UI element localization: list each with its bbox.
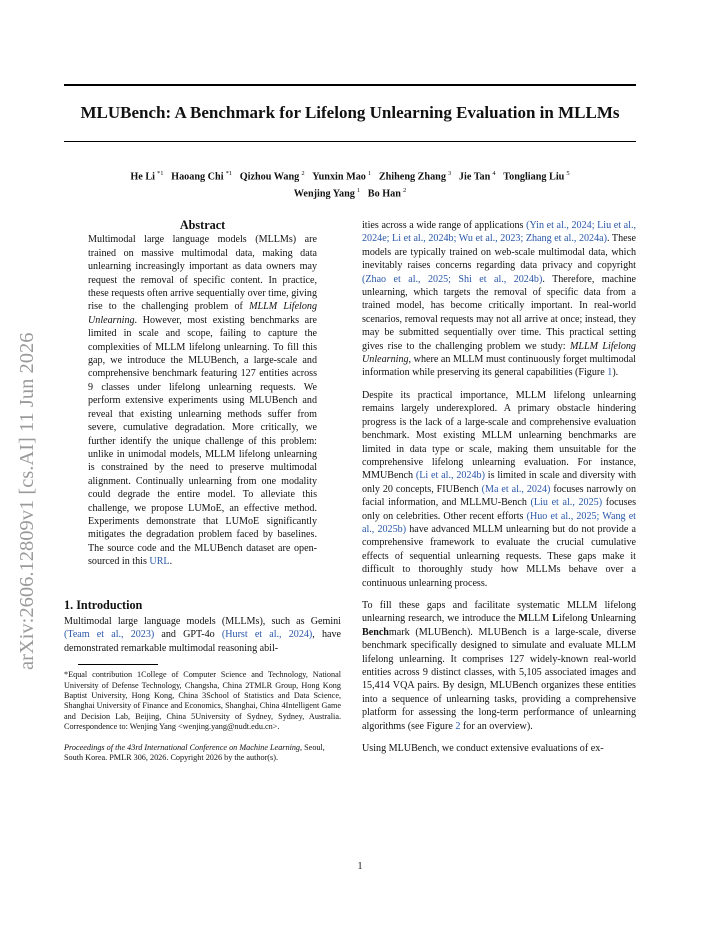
body-text: nlearning bbox=[597, 613, 636, 625]
body-text: . Therefore, machine unlearning, which targets the removal of specific data from a trained model, has become critically important. In real-world scenarios, removal requests may not all arrive at once; instead, they may be submitted sequentially over time. This practical setting gives rise to the challenging problem we study: bbox=[362, 273, 636, 352]
body-text: for an overview). bbox=[460, 720, 533, 732]
body-text: focuses narrowly on facial information, and MLLMU-Bench bbox=[362, 483, 636, 509]
author-affiliation-mark: 2 bbox=[402, 186, 407, 194]
citation-link[interactable]: (Ma et al., 2024) bbox=[481, 483, 551, 495]
author-name: Jie Tan bbox=[458, 171, 491, 183]
title-top-rule bbox=[64, 84, 636, 86]
left-column bbox=[64, 219, 341, 763]
author-line-1 bbox=[64, 167, 636, 184]
emphasized-text: MLLM Lifelong Unlearning bbox=[362, 340, 636, 366]
footnote-rule bbox=[78, 664, 158, 665]
citation-link[interactable]: (Hurst et al., 2024) bbox=[221, 629, 313, 641]
title-bottom-rule bbox=[64, 141, 636, 142]
body-text: mark (MLUBench). MLUBench is a large-scale, diverse benchmark specifically designed to simulate and evaluate MLLM lifelong unlearning. It comprises 127 widely-known real-world entities across 9 distinct classes, with 5,105 associated images and 15,414 VQA pairs. By design, MLUBench organizes these entities into a sequence of unlearning tasks, providing a comprehensive platform for assessing the long-term performance of unlearning algorithms (see Figure bbox=[362, 626, 636, 732]
affiliation-footnote: *Equal contribution 1College of Computer Science and Technology, National University of Defense Technology, Changsha, China 2TMLR Group, Hong Kong Baptist University, Hong Kong, China 3School of Statistics and Data Science, Shanghai University of Finance and Economics, Shanghai, China 4Intelligent Game and Decision Lab, Beijing, China 5University of Sydney, Sydney, Australia. Correspondence to: Wenjing Yang <wenjing.yang@nudt.edu.cn>. bbox=[64, 670, 341, 732]
body-paragraph bbox=[362, 742, 636, 755]
body-paragraph bbox=[362, 389, 636, 590]
body-paragraph bbox=[362, 219, 636, 380]
body-text: is limited in scale and diversity with only 20 concepts, FIUBench bbox=[362, 470, 636, 495]
body-text: To fill these gaps and facilitate systematic MLLM lifelong unlearning research, we introduce the bbox=[362, 599, 636, 625]
author-name: Tongliang Liu bbox=[503, 171, 565, 183]
body-text: have advanced MLLM unlearning but do not provide a comprehensive framework to evaluate the crucial cumulative effects of sequential unlearning requests. These gaps make it difficult to thoroughly study how MLLMs behave over a continuous unlearning process. bbox=[362, 523, 636, 589]
author-affiliation-mark: 2 bbox=[301, 170, 305, 177]
citation-link[interactable]: (Yin et al., 2024; Liu et al., 2024e; Li et al., 2024b; Wu et al., 2023; Zhang et al., 2024a) bbox=[362, 220, 636, 245]
citation-link[interactable]: (Team et al., 2023) bbox=[64, 629, 155, 641]
section-heading-introduction: 1. Introduction bbox=[64, 597, 143, 612]
author-name: Qizhou Wang bbox=[239, 171, 300, 183]
author-affiliation-mark: 5 bbox=[566, 170, 570, 177]
author-name: Zhiheng Zhang bbox=[378, 171, 446, 183]
body-text: Despite its practical importance, MLLM lifelong unlearning remains largely underexplored. A primary obstacle hindering progress is the lack of a large-scale and comprehensive evaluation benchmark. Most existing MLLM unlearning benchmarks are limited in data type or scale, making them unsuitable for the comprehensive lifelong unlearning evaluation. For instance, MMUBench bbox=[362, 389, 636, 482]
author-affiliation-mark: 1 bbox=[356, 186, 361, 194]
author-name: Bo Han bbox=[367, 188, 401, 200]
source-code-link[interactable]: URL bbox=[149, 556, 170, 568]
citation-link[interactable]: (Huo et al., 2025; Wang et al., 2025b) bbox=[362, 510, 636, 535]
bold-text: U bbox=[590, 613, 598, 625]
bold-text: M bbox=[518, 613, 528, 625]
author-affiliation-mark: 1 bbox=[367, 170, 372, 177]
citation-link[interactable]: (Liu et al., 2025) bbox=[530, 497, 603, 509]
body-text: ities across a wide range of applications bbox=[362, 220, 527, 231]
author-affiliation-mark: *1 bbox=[157, 170, 164, 177]
body-text: focuses only on celebrities. Other recent efforts bbox=[362, 497, 636, 522]
body-text: . These models are typically trained on web-scale multimodal data, which inevitably raises concerns regarding data privacy and copyright bbox=[362, 233, 636, 272]
author-list bbox=[64, 167, 636, 201]
abstract-body: Multimodal large language models (MLLMs) are trained on massive multimodal data, making data unlearning increasingly important as data owners may request the removal of specific content. In practice, these requests often arrive sequentially over time, giving rise to the challenging problem of MLLM Lifelong Unlearning. However, most existing benchmarks are limited in scale and scope, failing to capture the complexities of MLLM lifelong unlearning. To fill this gap, we introduce the MLUBench, a large-scale and comprehensive benchmark featuring 127 entities across 9 classes under lifelong unlearning requests. We perform extensive experiments using MLUBench and reveal that existing unlearning methods suffer from severe, cumulative degradation. More critically, we further identify the unique challenge of this problem: unlike in unimodal models, MLLM lifelong unlearning is constrained by the need to preserve multimodal alignment. Continually unlearning from one modality could degrade the entire model. To alleviate this challenge, we propose LUMoE, an effective method. Experiments demonstrate that LUMoE significantly mitigates the degradation problem faced by baselines. The source code and the MLUBench dataset are open-sourced in this URL. bbox=[88, 234, 318, 568]
author-affiliation-mark: 4 bbox=[492, 170, 496, 177]
body-text: LLM bbox=[527, 613, 553, 625]
arxiv-identifier-stamp: arXiv:2606.12809v1 [cs.AI] 11 Jun 2026 bbox=[16, 332, 38, 670]
citation-link[interactable]: (Li et al., 2024b) bbox=[415, 470, 485, 482]
right-column bbox=[362, 219, 636, 764]
page-number: 1 bbox=[357, 861, 363, 872]
abstract-heading: Abstract bbox=[179, 218, 226, 232]
proceedings-note: Proceedings of the 43rd International Conference on Machine Learning, Seoul, South Korea. PMLR 306, 2026. Copyright 2026 by the author(s). bbox=[64, 742, 325, 763]
author-name: He Li bbox=[130, 171, 155, 183]
paper-title: MLUBench: A Benchmark for Lifelong Unlearning Evaluation in MLLMs bbox=[80, 103, 620, 122]
body-text: ifelong bbox=[558, 613, 591, 625]
author-affiliation-mark: *1 bbox=[225, 170, 233, 177]
intro-paragraph: Multimodal large language models (MLLMs), such as Gemini (Team et al., 2023) and GPT-4o (Hurst et al., 2024), have demonstrated remarkable multimodal reasoning abil- bbox=[64, 615, 342, 654]
bold-text: L bbox=[552, 613, 559, 625]
body-paragraph bbox=[362, 599, 636, 733]
citation-link[interactable]: (Zhao et al., 2025; Shi et al., 2024b) bbox=[362, 273, 543, 285]
body-text: Using MLUBench, we conduct extensive evaluations of ex- bbox=[362, 743, 604, 755]
citation-link[interactable]: 2 bbox=[455, 720, 461, 732]
author-name: Yunxin Mao bbox=[312, 171, 366, 183]
body-text: , where an MLLM must continuously forget multimodal information while preserving its general capabilities (Figure bbox=[362, 354, 636, 379]
citation-link[interactable]: 1 bbox=[607, 367, 613, 379]
bold-text: Bench bbox=[362, 626, 389, 638]
author-name: Haoang Chi bbox=[171, 171, 224, 183]
author-name: Wenjing Yang bbox=[293, 188, 355, 200]
body-text: ). bbox=[612, 367, 619, 379]
author-affiliation-mark: 3 bbox=[448, 170, 452, 177]
author-line-2 bbox=[64, 184, 636, 201]
